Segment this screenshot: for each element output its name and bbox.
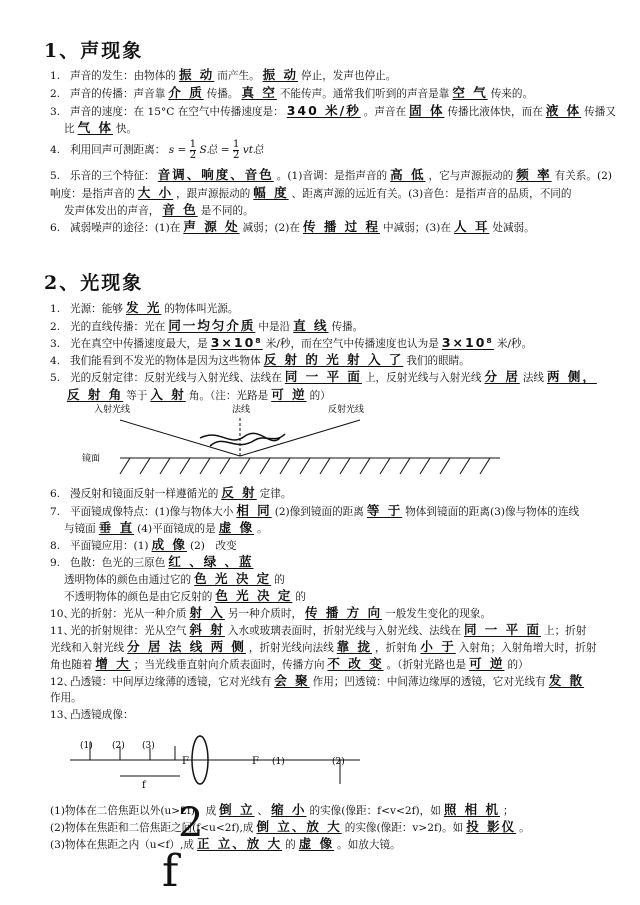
text: 不透明物体的颜色是由它反射的 xyxy=(64,591,213,603)
text: 的实像(像距：f<v<2f)，如 xyxy=(309,805,441,817)
answer: 缩 小 xyxy=(271,802,307,817)
numerator: 1 xyxy=(233,138,240,150)
text: 的物体叫光源。 xyxy=(164,303,239,315)
denominator: 2 xyxy=(189,149,197,161)
text: 减弱噪声的途径：(1)在 xyxy=(70,222,181,234)
text: ；当光线垂直射向介质表面时，传播方向 xyxy=(133,659,325,671)
answer: 分 居 xyxy=(484,369,520,384)
answer: 倒 立 xyxy=(219,802,255,817)
answer: 射 入 xyxy=(189,605,225,620)
answer: 发 散 xyxy=(548,673,585,688)
text: (2)像到镜面的距离 xyxy=(274,506,364,518)
answer: 直 线 xyxy=(293,318,329,333)
answer: 投 影仪 xyxy=(466,819,517,834)
sound-line-6 xyxy=(50,218,612,237)
sound-line-5 xyxy=(50,166,612,185)
text: 快。 xyxy=(115,123,138,135)
text: 的 xyxy=(285,839,296,851)
text: 声音的发生：由物体的 xyxy=(70,70,176,82)
text: ； xyxy=(503,805,514,817)
answer: 传 播 过 程 xyxy=(302,219,381,234)
text: 利用回声可测距离： xyxy=(70,144,166,156)
text: 定律。 xyxy=(259,488,292,500)
mirror-hatching xyxy=(120,458,490,474)
handwritten-f: f xyxy=(162,846,179,897)
text: 色散：色光的三原色 xyxy=(70,557,166,569)
label-normal: 法线 xyxy=(232,405,251,415)
text: 米/秒。 xyxy=(496,338,533,350)
text: 传来的。 xyxy=(490,88,534,100)
position-2: (2) xyxy=(112,741,125,751)
text: 是不同的。 xyxy=(200,205,254,217)
text: 传播比液体快，而在 xyxy=(447,106,543,118)
answer: 大 小 xyxy=(137,185,174,200)
text: 光源：能够 xyxy=(70,303,123,315)
formula-s: s = xyxy=(168,144,187,156)
text: 的 xyxy=(274,574,285,586)
answer: 传 播 方 向 xyxy=(305,605,383,620)
answer: 发 光 xyxy=(125,300,162,315)
text: 法线 xyxy=(522,372,545,384)
image-position-2: (2) xyxy=(332,757,345,767)
text: 透明物体的颜色由通过它的 xyxy=(64,574,192,586)
focal-length-label: f xyxy=(142,780,146,791)
text: 。如放大镜。 xyxy=(337,839,401,851)
text: 响度：是指声音的 xyxy=(50,188,135,200)
text: 声音的速度：在 15°C 在空气中传播速度是： xyxy=(70,106,284,118)
text: 、 xyxy=(257,805,269,817)
sound-line-3b xyxy=(64,119,612,138)
text: ，折射光线向法线 xyxy=(248,642,334,654)
text: 一般发生变化的现象。 xyxy=(385,608,492,620)
text: 角。（注：光路是 xyxy=(188,390,269,402)
line-number: 12、 xyxy=(50,676,75,688)
text: (2)物体在焦距和二倍焦距之间(f<u<2f),成 xyxy=(50,822,254,834)
text: 我们能看到不发光的物体是因为这些物体 xyxy=(70,355,261,367)
fraction xyxy=(190,140,196,161)
text: 的 xyxy=(295,591,306,603)
answer: 色 光 决 定 xyxy=(215,588,293,603)
lens-rule-3 xyxy=(50,835,612,854)
answer: 红 、绿 、蓝 xyxy=(168,554,254,569)
light-line-1 xyxy=(50,299,612,318)
text: 光的反射定律：反射光线与入射光线、法线在 xyxy=(70,372,282,384)
answer: 虚 像 xyxy=(218,520,255,535)
text: 比 xyxy=(64,123,75,135)
answer: 倒 立、放 大 xyxy=(256,819,342,834)
text: 的实像(像距：v>2f)。如 xyxy=(344,822,464,834)
text: 。 xyxy=(257,523,268,535)
sound-line-1 xyxy=(50,66,612,85)
text: (3)物体在焦距之内（u<f）,成 xyxy=(50,839,194,851)
line-number: 7. xyxy=(50,506,61,518)
line-number: 8. xyxy=(50,540,61,552)
answer: 介 质 xyxy=(168,85,204,100)
answer: 3×10⁸ xyxy=(441,335,494,350)
answer: 振 动 xyxy=(262,67,299,82)
text: 上，反射光线与入射光线 xyxy=(364,372,482,384)
text: 声音的传播：声音靠 xyxy=(70,88,166,100)
answer: 人 耳 xyxy=(454,219,490,234)
text: 的） xyxy=(507,659,529,671)
line-number: 1. xyxy=(50,70,61,82)
text: 凸透镜：中间厚边缘薄的透镜，它对光线有 xyxy=(70,676,272,688)
answer: 频 率 xyxy=(516,167,552,182)
text: 停止，发声也停止。 xyxy=(301,70,397,82)
text: 有关系。(2) xyxy=(554,170,612,182)
label-reflected-ray: 反射光线 xyxy=(328,405,365,415)
line-number: 3. xyxy=(50,106,61,118)
text: 。声音在 xyxy=(363,106,407,118)
answer: 可 逆 xyxy=(469,656,505,671)
position-1: (1) xyxy=(80,741,93,751)
answer: 气 体 xyxy=(77,120,113,135)
text: 入水或玻璃表面时，折射光线与入射光线、法线在 xyxy=(227,625,461,637)
text: 作用；凹透镜：中间薄边缘厚的透镜，它对光线有 xyxy=(312,676,546,688)
light-line-12b xyxy=(50,689,612,707)
text: 、距离声源的远近有关。(3)音色：是指声音的品质，不同的 xyxy=(291,188,572,200)
text: 等于 xyxy=(126,390,148,402)
text: 乐音的三个特征： xyxy=(70,170,155,182)
label-incident-ray: 入射光线 xyxy=(94,405,131,415)
text: 米/秒，而在空气中传播速度也认为是 xyxy=(265,338,439,350)
text: 发声体发出的声音， xyxy=(64,205,160,217)
handwritten-2: 2 xyxy=(178,800,204,846)
text: 中减弱；(3)在 xyxy=(383,222,452,234)
line-number: 9. xyxy=(50,557,61,569)
text: 角也随着 xyxy=(50,659,93,671)
answer: 声 源 处 xyxy=(183,219,240,234)
text: 的） xyxy=(309,390,331,402)
line-number: 11、 xyxy=(50,625,75,637)
answer: 反 射 角 xyxy=(67,387,124,402)
text: 。(1)音调：是指声音的 xyxy=(276,170,388,182)
text: 。 xyxy=(519,822,530,834)
line-number: 2. xyxy=(50,321,61,333)
text: 物体到镜面的距离(3)像与物体的连线 xyxy=(405,506,580,518)
answer: 色 光 决 定 xyxy=(194,571,272,586)
text: ，它与声源振动的 xyxy=(428,170,514,182)
text: 凸透镜成像： xyxy=(70,709,134,721)
text: 上；折射 xyxy=(544,625,587,637)
answer: 3×10⁸ xyxy=(210,335,263,350)
text: 平面镜成像特点：(1)像与物体大小 xyxy=(70,506,234,518)
text: 。（折射光路也是 xyxy=(386,659,467,671)
lens-diagram xyxy=(60,728,380,798)
section-title-light: 2、光现象 xyxy=(44,272,144,294)
answer: 相 同 xyxy=(236,503,272,518)
line-number: 6. xyxy=(50,488,61,500)
text: (1)物体在二倍焦距以外(u>2f)，成 xyxy=(50,805,217,817)
answer: 成 像 xyxy=(151,537,187,552)
line-number: 2. xyxy=(50,88,61,100)
answer: 340 米/秒 xyxy=(286,103,361,118)
answer: 可 逆 xyxy=(271,387,307,402)
answer: 真 空 xyxy=(241,85,277,100)
line-number: 6. xyxy=(50,222,61,234)
answer: 振 动 xyxy=(178,67,215,82)
text: 光的折射规律：光从空气 xyxy=(70,625,187,637)
formula-S: S总 = xyxy=(199,144,230,156)
line-number: 5. xyxy=(50,372,61,384)
sound-line-2 xyxy=(50,84,612,103)
light-line-6 xyxy=(50,484,612,503)
fraction xyxy=(233,140,239,161)
section-title-sound: 1、声现象 xyxy=(44,40,144,62)
light-line-13 xyxy=(50,706,612,724)
text: (4)平面镜成的是 xyxy=(137,523,216,535)
answer: 分 居 法 线 两 侧 xyxy=(127,639,246,654)
incident-ray xyxy=(120,420,240,456)
answer: 反 射 xyxy=(221,485,257,500)
answer: 靠 拢 xyxy=(336,639,373,654)
answer: 幅 度 xyxy=(253,185,289,200)
line-number: 4. xyxy=(50,355,61,367)
text: 传播又 xyxy=(584,106,616,118)
light-line-5 xyxy=(50,368,612,387)
answer: 液 体 xyxy=(545,103,582,118)
text: 光的折射：光从一种介质 xyxy=(70,608,187,620)
text: 入射角；入射角增大时，折射 xyxy=(458,642,597,654)
answer: 两 侧， xyxy=(547,369,597,384)
text: ，折射角 xyxy=(375,642,418,654)
denominator: 2 xyxy=(233,149,240,161)
text: 而产生。 xyxy=(217,70,260,82)
answer: 增 大 xyxy=(95,656,131,671)
text: 光的直线传播：光在 xyxy=(70,321,166,333)
text: ，跟声源振动的 xyxy=(176,188,251,200)
answer: 音 色 xyxy=(162,202,198,217)
focus-left: F xyxy=(182,756,189,767)
answer: 固 体 xyxy=(409,103,445,118)
line-number: 13、 xyxy=(50,709,75,721)
label-mirror: 镜面 xyxy=(82,454,101,464)
text: 我们的眼睛。 xyxy=(406,355,470,367)
text: 平面镜应用：(1) xyxy=(70,540,149,552)
answer: 反 射 的 光 射 入 了 xyxy=(263,352,404,367)
sound-line-4 xyxy=(50,137,612,163)
text: 中是沿 xyxy=(258,321,291,333)
answer: 同 一 平 面 xyxy=(463,622,542,637)
answer: 照 相 机 xyxy=(443,802,501,817)
line-number: 4. xyxy=(50,144,61,156)
answer: 高 低 xyxy=(390,167,426,182)
text: 传播。 xyxy=(206,88,239,100)
text: 光在真空中传播速度最大，是 xyxy=(70,338,208,350)
text: 传播。 xyxy=(331,321,364,333)
text: 光线和入射光线 xyxy=(50,642,125,654)
line-number: 10、 xyxy=(50,608,75,620)
answer: 正 立、放 大 xyxy=(196,836,283,851)
text: 减弱；(2)在 xyxy=(242,222,300,234)
answer: 入 射 xyxy=(150,387,186,402)
text: 不能传声。通常我们听到的声音是靠 xyxy=(279,88,450,100)
text: 另一种介质时， xyxy=(227,608,303,620)
line-number: 3. xyxy=(50,338,61,350)
answer: 小 于 xyxy=(420,639,456,654)
answer: 虚 像 xyxy=(298,836,335,851)
text: (2) 改变 xyxy=(189,540,237,552)
answer: 斜 射 xyxy=(189,622,225,637)
answer: 垂 直 xyxy=(98,520,135,535)
reflection-diagram xyxy=(60,398,580,488)
numerator: 1 xyxy=(189,138,197,150)
text: 处减弱。 xyxy=(492,222,535,234)
focus-right: F xyxy=(252,756,259,767)
image-position-1: (1) xyxy=(272,757,285,767)
line-number: 1. xyxy=(50,303,61,315)
text: 漫反射和镜面反射一样遵循光的 xyxy=(70,488,219,500)
position-3: (3) xyxy=(142,741,155,751)
answer: 不 改 变 xyxy=(327,656,384,671)
text: 与镜面 xyxy=(64,523,96,535)
text: 作用。 xyxy=(50,692,82,704)
answer: 同 一 平 面 xyxy=(284,369,362,384)
answer: 等 于 xyxy=(366,503,403,518)
formula-vt: vt总 xyxy=(242,144,264,156)
answer: 空 气 xyxy=(452,85,488,100)
line-number: 5. xyxy=(50,170,61,182)
answer: 同一均匀介质 xyxy=(168,318,256,333)
answer: 音调、响度、音色 xyxy=(157,167,274,182)
answer: 会 聚 xyxy=(274,673,310,688)
